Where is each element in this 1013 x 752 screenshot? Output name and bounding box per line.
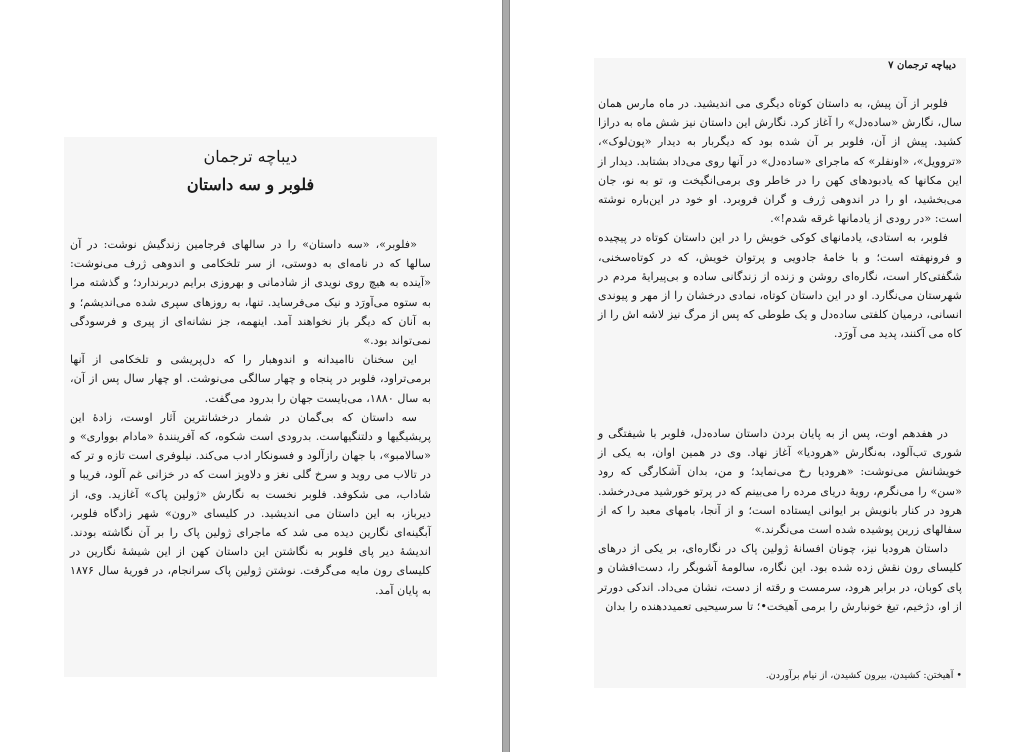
paragraph: فلوبر از آن پیش، به داستان کوتاه دیگری می اندیشید. در ماه مارس همان سال، نگارش «ساده‌دل» را آغاز کرد. نگارش این داستان نیز شش ماه به درازا کشید. پیش از آن، فلوبر بر آن شده بود که دیگربار به دیدار «پون‌لوک»، «تروویل»، «اونفلر» که ماجرای «ساده‌دل» در آنها روی می‌داد بشتابد. دیدار از این مکانها که یادبودهای کهن را در خاطر وی برمی‌انگیخت و، تو به نو، جان می‌بخشید، او را در اندوهی ژرف و گران فروبرد. او خود در این‌باره نوشته است: «در رودی از یادمانها غرقه شدم!». <box>598 97 962 226</box>
footnote: • آهیختن: کشیدن، بیرون کشیدن، از نیام برآوردن. <box>765 670 962 681</box>
running-head-title: دیباچه ترجمان <box>897 60 956 71</box>
page-number: ۷ <box>888 60 894 71</box>
left-page-text-block <box>64 137 437 677</box>
paragraph: فلوبر، به استادی، یادمانهای کوکی خویش را در این داستان کوتاه در پیچیده و فرونهفته است؛ و با خامهٔ جادویی و پرتوان خویش، که در کوتاه‌سخنی، شگفتی‌کار است، نگاره‌ای روشن و زنده از زندگانی ساده و بی‌پیرایهٔ مردم در شهرستان می‌نگارد. او در این داستان کوتاه، نمادی درخشان را از مهر و پیوندی انسانی، درمیان کلفتی ساده‌دل و یک طوطی که پس از مرگ نیز لاشه اش را از کاه می آکنند، پدید می آورَد. <box>598 231 962 341</box>
running-head <box>870 60 956 71</box>
paragraph: داستان هرودیا نیز، چونان افسانهٔ ژولین پاک در نگاره‌ای، بر یکی از درهای کلیسای رون نقش زده شده بود. این نگاره، سالومهٔ آشوبگر را، دست‌افشان و پای کوبان، در برابر هرود، سرمست و رقته از دست، نشان می‌داد. اندکی دورتر از او، دژخیم، تیغ خونبارش را برمی آهیخت•؛ تا سرسیحیی تعمیددهنده را بدان <box>598 542 962 613</box>
right-page-text-block <box>594 58 966 688</box>
chapter-title: دیباچه ترجمان <box>203 147 298 166</box>
right-body-top <box>598 94 962 344</box>
paragraph: این سخنان ناامیدانه و اندوهبار را که دل‌پریشی و تلخکامی از آنها برمی‌تراود، فلوبر در پنجاه و چهار سالگی می‌نوشت. او چهار سال پس از آن، به سال ۱۸۸۰، می‌بایست جهان را بدرود می‌گفت. <box>70 353 431 405</box>
chapter-subtitle: فلوبر و سه داستان <box>186 175 315 194</box>
left-page <box>0 0 503 752</box>
paragraph: «فلوبر»، «سه داستان» را در سالهای فرجامین زندگیش نوشت: در آن سالها که در نامه‌ای به دوستی، از سر تلخکامی و اندوهی ژرف می‌نوشت: «آینده به هیچ روی نویدی از شادمانی و بهروزی برایم دربرندارد؛ و گذشته مرا به ستوه می‌آورَد و نیک می‌فرساید. تنها، به روزهای سپری شده می‌اندیشم؛ و به آنان که دیگر باز نخواهند آمد. اینهمه، جز نشانه‌ای از پیری و فرسودگی نمی‌تواند بود.» <box>70 238 431 348</box>
left-body <box>70 235 431 600</box>
right-body-bottom <box>598 424 962 616</box>
right-page <box>509 0 1013 752</box>
paragraph: در هفدهم اوت، پس از به پایان بردن داستان ساده‌دل، فلوبر با شیفتگی و شوری تب‌آلود، به‌نگارش «هرودیا» آغاز نهاد. وی در همین اوان، به یکی از خویشانش می‌نوشت: «هرودیا رخ می‌نماید؛ و من، بدان آشکارگی که رود «سن» را می‌نگرم، رویهٔ دریای مرده را می‌بینم که در پرتو خورشید می‌درخشد. هرود در کنار بانویش بر ایوانی ایستاده است؛ و از آنجا، بامهای معبد را که از سفالهای زرین پوشیده شده است می‌نگرند.» <box>598 427 962 537</box>
paragraph: سه داستان که بی‌گمان در شمار درخشانترین آثار اوست، زادهٔ این پریشیگیها و دلتنگیهاست. بدرودی است شکوه، که آفرینندهٔ «مادام بوواری» و «سالامبو»، با جهان رازآلود و فسونکار ادب می‌کند. نیلوفری است تازه و تر که در تالاب می روید و سرخ گلی نغز و دلاویز است که در خزانی غم آلود، فریبا و شاداب، می شکوفد. فلوبر نخست به نگارش «ژولین پاک» آغازید. وی، از دیرباز، به این داستان می اندیشید. در کلیسای «رون» شهر زادگاه فلوبر، آبگینه‌ای نگارین دیده می شد که ماجرای ژولین پاک را بر آن نگاشته بودند. اندیشهٔ دیر پای فلوبر به نگاشتن این داستان کهن از این شیشهٔ نگارین در کلیسای رون مایه می‌گرفت. نوشتن ژولین پاک سرانجام، در فوریهٔ سال ۱۸۷۶ به پایان آمد. <box>70 410 431 597</box>
